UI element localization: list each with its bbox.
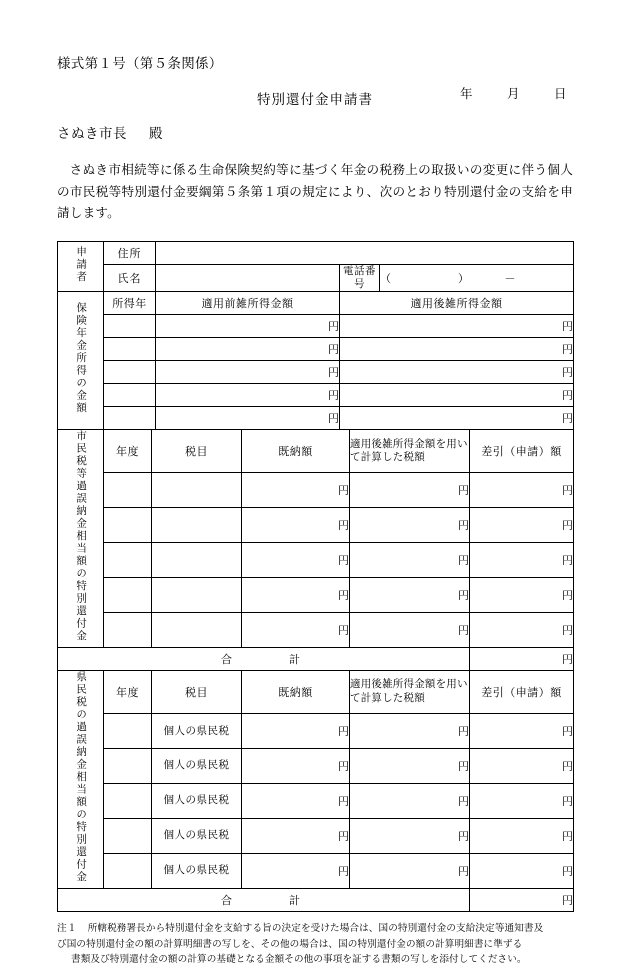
pref-fiscal-year-input[interactable] (104, 819, 152, 854)
city-tax-item-input[interactable] (152, 543, 242, 578)
pension-after-input[interactable]: 円 (340, 407, 574, 430)
city-difference-input[interactable]: 円 (470, 473, 574, 508)
address-input[interactable] (156, 241, 574, 264)
city-paid-input[interactable]: 円 (242, 508, 350, 543)
city-recalculated-input[interactable]: 円 (350, 578, 470, 613)
pension-header-year: 所得年 (104, 292, 156, 315)
city-fiscal-year-input[interactable] (104, 613, 152, 648)
city-tax-item-input[interactable] (152, 508, 242, 543)
city-tax-item-input[interactable] (152, 613, 242, 648)
city-paid-input[interactable]: 円 (242, 543, 350, 578)
pension-year-input[interactable] (104, 361, 156, 384)
pension-before-input[interactable]: 円 (156, 338, 340, 361)
addressee (57, 122, 573, 142)
city-recalculated-input[interactable]: 円 (350, 543, 470, 578)
pension-year-input[interactable] (104, 384, 156, 407)
footnote-line-2: び国の特別還付金の額の計算明細書の写しを、その他の場合は、国の特別還付金の額の計算明細書に準ずる (57, 938, 523, 950)
city-recalculated-input[interactable]: 円 (350, 508, 470, 543)
city-total-label: 合 計 (58, 648, 470, 671)
city-header-difference: 差引（申請）額 (470, 430, 574, 473)
pref-header-fiscal-year: 年度 (104, 671, 152, 714)
phone-label: 電話番号 (340, 264, 380, 291)
applicant-and-pension-table (57, 241, 574, 292)
city-header-recalculated: 適用後雑所得金額を用いて計算した税額 (350, 430, 470, 473)
pref-recalculated-input[interactable]: 円 (350, 819, 470, 854)
pref-difference-input[interactable]: 円 (470, 819, 574, 854)
name-label: 氏名 (104, 264, 156, 291)
pref-paid-input[interactable]: 円 (242, 714, 350, 749)
city-paid-input[interactable]: 円 (242, 578, 350, 613)
pension-before-input[interactable]: 円 (156, 407, 340, 430)
pref-fiscal-year-input[interactable] (104, 853, 152, 888)
city-fiscal-year-input[interactable] (104, 473, 152, 508)
pension-header-after: 適用後雑所得金額 (340, 292, 574, 315)
name-input[interactable] (156, 264, 340, 291)
city-paid-input[interactable]: 円 (242, 613, 350, 648)
pref-total-label: 合 計 (58, 888, 470, 911)
city-tax-table (57, 429, 574, 671)
city-recalculated-input[interactable]: 円 (350, 473, 470, 508)
city-header-tax-item: 税目 (152, 430, 242, 473)
pref-difference-input[interactable]: 円 (470, 784, 574, 819)
footnote (57, 921, 573, 968)
pref-tax-item-value: 個人の県民税 (152, 784, 242, 819)
pref-recalculated-input[interactable]: 円 (350, 853, 470, 888)
city-header-paid: 既納額 (242, 430, 350, 473)
city-header-fiscal-year: 年度 (104, 430, 152, 473)
footnote-line-3: 書類及び特別還付金の額の計算の基礎となる金額その他の事項を証する書類の写しを添付してください。 (71, 954, 527, 966)
city-paid-input[interactable]: 円 (242, 473, 350, 508)
pref-header-difference: 差引（申請）額 (470, 671, 574, 714)
pref-recalculated-input[interactable]: 円 (350, 749, 470, 784)
pension-after-input[interactable]: 円 (340, 338, 574, 361)
pref-paid-input[interactable]: 円 (242, 784, 350, 819)
city-difference-input[interactable]: 円 (470, 543, 574, 578)
pref-difference-input[interactable]: 円 (470, 714, 574, 749)
pref-paid-input[interactable]: 円 (242, 819, 350, 854)
pref-total-value[interactable]: 円 (470, 888, 574, 911)
date-month-label: 月 (506, 87, 520, 101)
pref-tax-item-value: 個人の県民税 (152, 714, 242, 749)
address-label: 住所 (104, 241, 156, 264)
form-number: 様式第１号（第５条関係） (57, 56, 223, 71)
pref-tax-item-value: 個人の県民税 (152, 853, 242, 888)
addressee-name: さぬき市長 (57, 126, 127, 141)
prefectural-total-row (57, 888, 574, 912)
pref-tax-item-value: 個人の県民税 (152, 749, 242, 784)
prefectural-tax-side-label: 県民税の過誤納金相当額の特別還付金 (58, 671, 104, 889)
pref-fiscal-year-input[interactable] (104, 784, 152, 819)
footnote-line-1: 所轄税務署長から特別還付金を支給する旨の決定を受けた場合は、国の特別還付金の支給決定等通知書及 (87, 922, 544, 934)
pref-fiscal-year-input[interactable] (104, 714, 152, 749)
pref-header-tax-item: 税目 (152, 671, 242, 714)
applicant-side-label: 申請者 (58, 241, 104, 291)
addressee-honorific: 殿 (149, 126, 163, 141)
pension-before-input[interactable]: 円 (156, 361, 340, 384)
city-difference-input[interactable]: 円 (470, 578, 574, 613)
prefectural-tax-table (57, 670, 574, 889)
pension-after-input[interactable]: 円 (340, 361, 574, 384)
city-fiscal-year-input[interactable] (104, 508, 152, 543)
city-difference-input[interactable]: 円 (470, 613, 574, 648)
city-recalculated-input[interactable]: 円 (350, 613, 470, 648)
city-tax-side-label: 市民税等過誤納金相当額の特別還付金 (58, 430, 104, 648)
footnote-label: 注１ (57, 922, 78, 934)
pension-year-input[interactable] (104, 315, 156, 338)
city-fiscal-year-input[interactable] (104, 578, 152, 613)
pension-header-before: 適用前雑所得金額 (156, 292, 340, 315)
date-year-label: 年 (459, 87, 473, 101)
pension-after-input[interactable]: 円 (340, 384, 574, 407)
pension-year-input[interactable] (104, 407, 156, 430)
pref-recalculated-input[interactable]: 円 (350, 784, 470, 819)
city-difference-input[interactable]: 円 (470, 508, 574, 543)
city-fiscal-year-input[interactable] (104, 543, 152, 578)
pref-recalculated-input[interactable]: 円 (350, 714, 470, 749)
city-tax-item-input[interactable] (152, 578, 242, 613)
body-paragraph: さぬき市相続等に係る生命保険契約等に基づく年金の税務上の取扱いの変更に伴う個人の市民税等特別還付金要綱第５条第１項の規定により、次のとおり特別還付金の支給を申請します。 (57, 163, 573, 221)
pref-paid-input[interactable]: 円 (242, 749, 350, 784)
pref-fiscal-year-input[interactable] (104, 749, 152, 784)
pension-before-input[interactable]: 円 (156, 315, 340, 338)
date-day-label: 日 (553, 87, 567, 101)
pref-tax-item-value: 個人の県民税 (152, 819, 242, 854)
pension-income-table (57, 291, 574, 430)
pref-header-recalculated: 適用後雑所得金額を用いて計算した税額 (350, 671, 470, 714)
pref-header-paid: 既納額 (242, 671, 350, 714)
page-title: 特別還付金申請書 (257, 92, 373, 107)
pref-difference-input[interactable]: 円 (470, 749, 574, 784)
pension-after-input[interactable]: 円 (340, 315, 574, 338)
pension-before-input[interactable]: 円 (156, 384, 340, 407)
pension-side-label: 保険年金所得の金額 (58, 292, 104, 430)
pension-year-input[interactable] (104, 338, 156, 361)
city-total-value[interactable]: 円 (470, 648, 574, 671)
pref-difference-input[interactable]: 円 (470, 853, 574, 888)
city-tax-item-input[interactable] (152, 473, 242, 508)
phone-input[interactable]: （ ） － (380, 264, 574, 291)
pref-paid-input[interactable]: 円 (242, 853, 350, 888)
